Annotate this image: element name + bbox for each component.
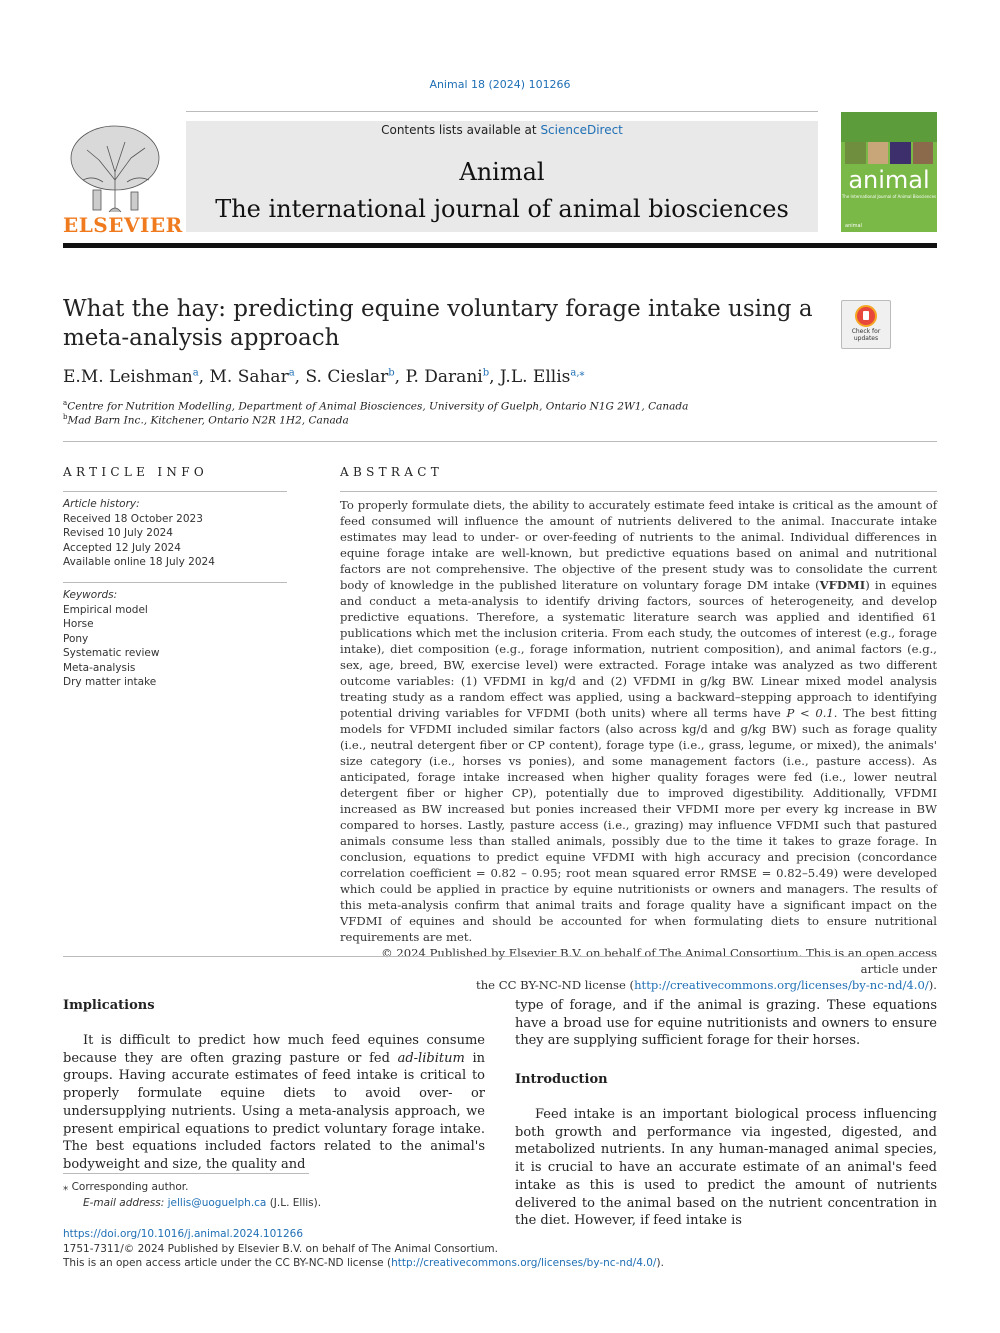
journal-subtitle: The international journal of animal biosciences bbox=[215, 195, 789, 223]
keyword: Dry matter intake bbox=[63, 676, 157, 688]
cover-publisher-mark: animal bbox=[845, 223, 862, 229]
divider bbox=[63, 582, 287, 583]
oa-suffix: ). bbox=[656, 1257, 664, 1269]
keyword: Pony bbox=[63, 632, 89, 645]
keyword: Empirical model bbox=[63, 603, 148, 616]
email-link[interactable]: jellis@uoguelph.ca bbox=[167, 1196, 267, 1209]
journal-reference[interactable]: Animal 18 (2024) 101266 bbox=[429, 78, 571, 91]
implications-heading bbox=[63, 997, 155, 1015]
article-history bbox=[63, 497, 287, 570]
abstract-heading: ABSTRACT bbox=[340, 465, 443, 479]
affiliation bbox=[63, 399, 688, 413]
author-name[interactable]: S. Cieslar bbox=[305, 367, 389, 387]
keywords-label: Keywords: bbox=[63, 589, 118, 601]
affiliation-marker: a bbox=[63, 399, 68, 407]
cover-band bbox=[841, 112, 937, 142]
elsevier-wordmark: ELSEVIER bbox=[63, 213, 183, 237]
abstract-paragraph bbox=[340, 497, 937, 945]
divider bbox=[63, 491, 287, 492]
author-affil-marker[interactable]: a,⁎ bbox=[570, 367, 585, 379]
author-affil-marker[interactable]: b bbox=[482, 367, 490, 379]
footnote-marker: ⁎ bbox=[63, 1181, 69, 1193]
cover-tagline: The International Journal of Animal Biosciences bbox=[841, 194, 937, 199]
author-list: E.M. Leishman$^a$, M. Sahar$^a$, S. Cieslar$^b$, P. Darani$^b$, J.L. Ellis$^{a,⁎}$ bbox=[63, 367, 585, 387]
email-suffix: (J.L. Ellis). bbox=[266, 1196, 322, 1209]
keywords bbox=[63, 588, 287, 690]
abstract-pvalue: P < 0.1 bbox=[786, 706, 834, 720]
contents-prefix: Contents lists available at bbox=[381, 123, 541, 137]
introduction-title: Introduction bbox=[515, 1072, 608, 1087]
cover-photos bbox=[845, 142, 933, 164]
author-affil-marker[interactable]: a bbox=[288, 367, 295, 379]
body-paragraph: type of forage, and if the animal is grazing. These equations have a broad use for equine nutritionists and owners to ensure they are supplying sufficient forage for their horses. bbox=[515, 998, 937, 1049]
footer-license-link[interactable]: http://creativecommons.org/licenses/by-nc-nd/4.0/ bbox=[391, 1257, 657, 1269]
header-thick-rule bbox=[63, 243, 937, 248]
history-item: Received 18 October 2023 bbox=[63, 512, 203, 525]
introduction-body bbox=[515, 1106, 937, 1230]
abstract-abbrev: VFDMI bbox=[819, 578, 866, 592]
oa-prefix: This is an open access article under the CC BY-NC-ND license ( bbox=[63, 1257, 392, 1269]
contents-line bbox=[186, 123, 818, 137]
corresponding-author-footnote bbox=[63, 1180, 321, 1211]
divider bbox=[63, 956, 937, 957]
introduction-heading bbox=[515, 1071, 608, 1089]
journal-name: Animal bbox=[459, 158, 545, 186]
license-link[interactable]: http://creativecommons.org/licenses/by-nc-nd/4.0/ bbox=[634, 978, 929, 992]
abstract-body bbox=[340, 497, 937, 993]
history-label: Article history: bbox=[63, 498, 140, 510]
abstract-copyright bbox=[340, 945, 937, 993]
copyright-line: © 2024 Published by Elsevier B.V. on behalf of The Animal Consortium. This is an open access article under bbox=[381, 946, 937, 976]
author-name[interactable]: P. Darani bbox=[405, 367, 483, 387]
sciencedirect-link[interactable]: ScienceDirect bbox=[540, 123, 623, 137]
divider bbox=[63, 441, 937, 442]
affiliation bbox=[63, 413, 349, 427]
body-italic: ad-libitum bbox=[397, 1050, 465, 1066]
affiliation-text: Mad Barn Inc., Kitchener, Ontario N2R 1H2, Canada bbox=[67, 414, 349, 427]
author-name[interactable]: E.M. Leishman bbox=[63, 367, 193, 387]
abstract-text: . The best fitting models for VFDMI included similar factors (also across kg/d and g/kg BW) such as forage quality (i.e., neutral detergent fiber or CP content), forage type (i.e., grass, legume, or mixed), the animals' size category (i.e., horses vs ponies), and some management factors (i.e., pasture access). As anticipated, forage intake increased when higher quality forages were fed (i.e., lower neutral detergent fiber or higher CP), potentially due to improved digestibility. Additionally, VFDMI increased as BW increased but ponies increased their VFDMI more per every kg increase in BW compared to horses. Lastly, pasture access (i.e., grazing) may influence VFDMI such that pastured animals consume less than stalled animals, possibly due to the time it takes to graze forage. In conclusion, equations to predict equine VFDMI with high accuracy and precision (concordance correlation coefficient = 0.82 – 0.95; root mean squared error RMSE = 0.82–5.49) were developed which could be applied in practice by equine nutritionists or owners and managers. The results of this meta-analysis confirm that animal traits and forage quality have a significant impact on the VFDMI of equines and should be accounted for when formulating diets to ensure nutritional requirements are met. bbox=[340, 706, 938, 944]
affiliation-text: Centre for Nutrition Modelling, Department of Animal Biosciences, University of Guelph, Ontario N1G 2W1, Canada bbox=[67, 400, 689, 413]
abstract-text: To properly formulate diets, the ability to accurately estimate feed intake is critical as the amount of feed consumed will influence the amount of nutrients delivered to the animal. Inaccurate intake estimates may lead to under- or over-feeding of nutrients to the animal. Individual differences in equine forage intake are well-known, but predictive equations based on animal and nutritional factors are not comprehensive. The objective of the present study was to consolidate the current body of knowledge in the published literature on voluntary forage DM intake ( bbox=[340, 498, 937, 592]
keyword: Systematic review bbox=[63, 647, 160, 659]
footnote-line bbox=[63, 1180, 321, 1196]
cover-title: animal bbox=[848, 166, 930, 194]
abstract-text: ) in equines and conduct a meta-analysis to identify driving factors, sources of heterogeneity, and develop predictive equations. Therefore, a systematic literature search was applied and identified 61 publications which met the inclusion criteria. From each study, the outcomes of interest (e.g., forage intake), diet composition (e.g., forage information, nutrient composition), and animal factors (e.g., sex, age, breed, BW, exercise level) were extracted. Forage intake was analyzed as two different outcome variables: (1) VFDMI in kg/d and (2) VFDMI in g/kg BW. Linear mixed model analysis treating study as a random effect was applied, using a backward–stepping approach to identifying potential driving variables for VFDMI (both units) where all terms have bbox=[340, 578, 938, 720]
footnote-rule bbox=[63, 1173, 309, 1174]
author-name[interactable]: J.L. Ellis bbox=[499, 367, 571, 387]
introduction-paragraph: Feed intake is an important biological process influencing both growth and performance via ingested, digested, and metabolized nutrients. In any human-managed animal species, it is crucial to have an accurate estimate of an animal's feed intake as this is used to predict the amount of nutrients delivered to the animal based on the nutrient concentration in the diet. However, if feed intake is bbox=[515, 1107, 937, 1229]
implications-paragraph bbox=[63, 1032, 485, 1174]
issn-line: 1751-7311/© 2024 Published by Elsevier B.V. on behalf of The Animal Consortium. bbox=[63, 1242, 499, 1255]
check-updates-icon bbox=[855, 305, 877, 327]
doi-link[interactable]: https://doi.org/10.1016/j.animal.2024.101266 bbox=[63, 1228, 304, 1240]
implications-body bbox=[63, 1032, 485, 1174]
email-label: E-mail address: bbox=[83, 1196, 168, 1209]
journal-cover-thumbnail[interactable] bbox=[841, 112, 937, 232]
author-affil-marker[interactable]: a bbox=[192, 367, 199, 379]
article-title: What the hay: predicting equine voluntary forage intake using a meta-analysis approach bbox=[63, 296, 813, 351]
author-affil-marker[interactable]: b bbox=[388, 367, 395, 379]
affiliation-marker: b bbox=[63, 413, 68, 421]
history-item: Accepted 12 July 2024 bbox=[63, 541, 181, 554]
divider bbox=[340, 491, 937, 492]
history-item: Revised 10 July 2024 bbox=[63, 527, 173, 539]
history-item: Available online 18 July 2024 bbox=[63, 556, 215, 568]
header-top-rule bbox=[186, 111, 818, 112]
article-info-heading: ARTICLE INFO bbox=[63, 465, 208, 479]
copyright-line: the CC BY-NC-ND license ( bbox=[476, 978, 635, 992]
keyword: Horse bbox=[63, 618, 94, 630]
footnote-text: Corresponding author. bbox=[71, 1181, 189, 1193]
check-updates-label: Check for updates bbox=[851, 328, 881, 342]
footnote-email-line bbox=[63, 1196, 321, 1212]
page-footer bbox=[63, 1227, 664, 1271]
copyright-end: ). bbox=[928, 978, 937, 992]
check-for-updates-badge[interactable] bbox=[841, 300, 891, 349]
keyword: Meta-analysis bbox=[63, 661, 136, 674]
author-name[interactable]: M. Sahar bbox=[209, 367, 289, 387]
implications-continued bbox=[515, 997, 937, 1050]
body-text: It is difficult to predict how much feed equines consume because they are often grazing pasture or fed bbox=[63, 1033, 485, 1066]
body-text: in groups. Having accurate estimates of feed intake is critical to properly formulate equine diets to avoid over- or undersupplying nutrients. Using a meta-analysis approach, we present empirical equations to predict voluntary forage intake. The best equations included factors related to the animal's bodyweight and size, the quality and bbox=[63, 1050, 485, 1172]
implications-title: Implications bbox=[63, 998, 155, 1013]
